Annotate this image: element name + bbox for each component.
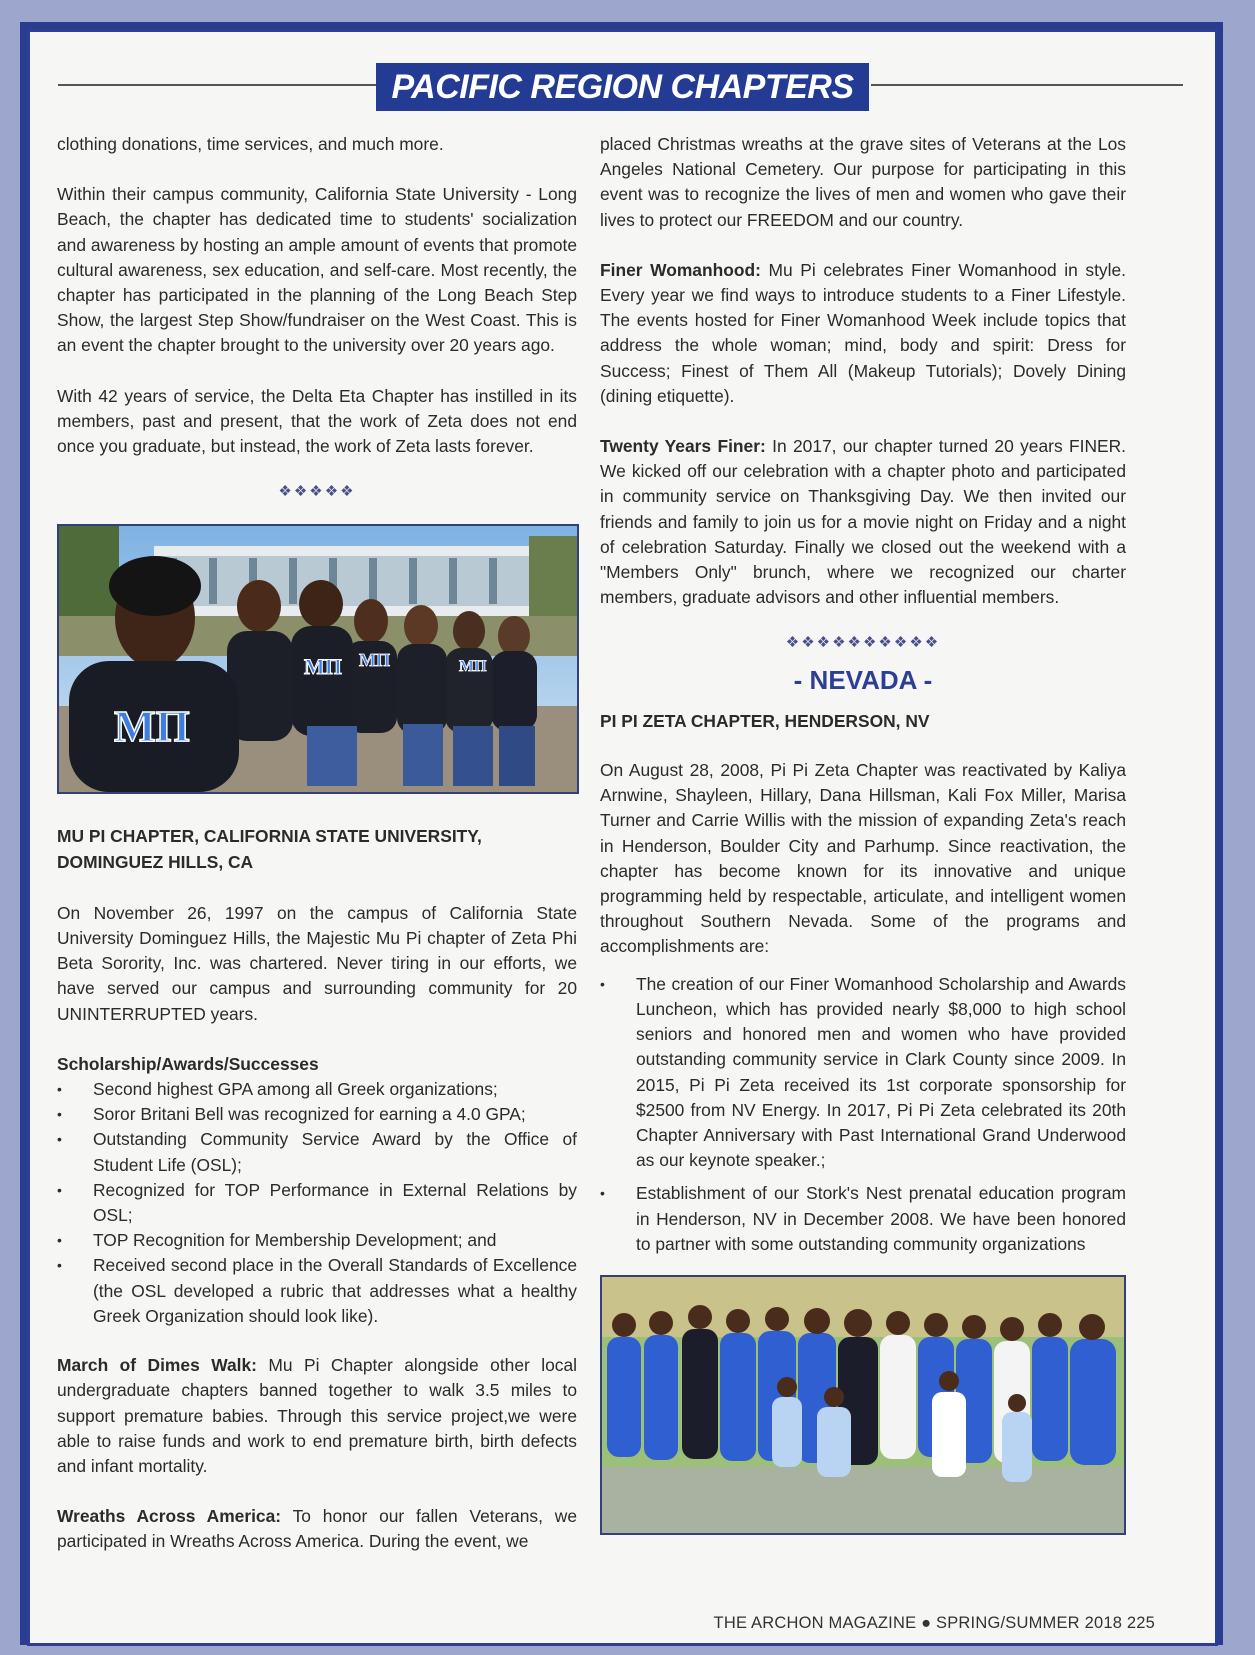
list-item: • Second highest GPA among all Greek organizations;: [57, 1077, 577, 1102]
mu-pi-group-photo: [57, 524, 579, 794]
page-footer: THE ARCHON MAGAZINE ● SPRING/SUMMER 2018 225: [713, 1614, 1155, 1632]
march-of-dimes-paragraph: March of Dimes Walk: Mu Pi Chapter alongside other local undergraduate chapters banned together to walk 3.5 miles to support premature babies. Through this service project,we were able to raise funds and work to end premature birth, birth defects and infant mortality.: [57, 1355, 578, 1476]
right-column: [600, 132, 1126, 1535]
list-item: • Outstanding Community Service Award by the Office of Student Life (OSL);: [57, 1127, 577, 1177]
left-column: [57, 132, 577, 1555]
header-rule-left: [58, 84, 403, 86]
list-item: • Received second place in the Overall Standards of Excellence (the OSL developed a rubric that addresses what a healthy Greek Organization should look like).: [57, 1253, 577, 1329]
header-rule-right: [871, 84, 1183, 86]
pi-pi-zeta-intro-paragraph: On August 28, 2008, Pi Pi Zeta Chapter was reactivated by Kaliya Arnwine, Shayleen, Hillary, Dana Hillsman, Kali Fox Miller, Marisa Turner and Carrie Willis with the mission of expanding Zeta's reach in Henderson, Boulder City and Parhump. Since reactivation, the chapter has become known for its innovative and unique programming held by respectable, articulate, and intelligent women throughout Southern Nevada. Some of the programs and accomplishments are:: [600, 760, 1126, 957]
right-paragraph-1: placed Christmas wreaths at the grave sites of Veterans at the Los Angeles National Cemetery. Our purpose for participating in this event was to recognize the lives of men and women who gave their lives to protect our FREEDOM and our country.: [600, 134, 1126, 230]
twenty-years-paragraph: Twenty Years Finer: In 2017, our chapter turned 20 years FINER. We kicked off our celebration with a chapter photo and participated in community service on Thanksgiving Day. We then invited our friends and family to join us for a movie night on Friday and a night of celebration Saturday. Finally we closed out the weekend with a "Members Only" brunch, where we recognized our charter members, graduate advisors and other influential members.: [600, 436, 1127, 608]
pi-pi-zeta-chapter-heading: PI PI ZETA CHAPTER, HENDERSON, NV: [600, 710, 930, 731]
left-paragraph-3: With 42 years of service, the Delta Eta Chapter has instilled in its members, past and present, that the work of Zeta does not end once you graduate, but instead, the work of Zeta lasts forever.: [57, 385, 577, 457]
photo-sweatshirt-letters: ΜΠ: [114, 702, 190, 752]
list-item: • Establishment of our Stork's Nest prenatal education program in Henderson, NV in December 2008. We have been honored to partner with some outstanding community organizations: [600, 1181, 1126, 1257]
mu-pi-chapter-heading: MU PI CHAPTER, CALIFORNIA STATE UNIVERSITY, DOMINGUEZ HILLS, CA: [57, 826, 482, 872]
wreaths-paragraph: Wreaths Across America: To honor our fallen Veterans, we participated in Wreaths Across America. During the event, we: [57, 1506, 577, 1552]
page-title: PACIFIC REGION CHAPTERS: [391, 67, 854, 106]
left-paragraph-1: clothing donations, time services, and much more.: [57, 134, 444, 154]
programs-list: [600, 972, 1126, 1257]
list-item: • Recognized for TOP Performance in External Relations by OSL;: [57, 1178, 577, 1228]
ornament-divider: ❖❖❖❖❖: [278, 483, 356, 501]
list-item: • TOP Recognition for Membership Development; and: [57, 1228, 577, 1253]
ornament-divider: ❖❖❖❖❖❖❖❖❖❖: [785, 634, 941, 652]
pi-pi-zeta-group-photo: [600, 1275, 1126, 1535]
left-paragraph-2: Within their campus community, California State University - Long Beach, the chapter has dedicated time to students' socialization and awareness by hosting an ample amount of events that promote cultural awareness, sex education, and self-care. Most recently, the chapter has participated in the planning of the Long Beach Step Show, the largest Step Show/fundraiser on the West Coast. This is an event the chapter brought to the university over 20 years ago.: [57, 184, 577, 356]
mu-pi-intro-paragraph: On November 26, 1997 on the campus of California State University Dominguez Hills, the Majestic Mu Pi chapter of Zeta Phi Beta Sorority, Inc. was chartered. Never tiring in our efforts, we have served our campus and surrounding community for 20 UNINTERRUPTED years.: [57, 902, 577, 1024]
awards-heading: Scholarship/Awards/Successes: [57, 1053, 319, 1074]
finer-womanhood-paragraph: Finer Womanhood: Mu Pi celebrates Finer Womanhood in style. Every year we find ways to introduce students to a Finer Lifestyle. The events hosted for Finer Womanhood Week include topics that address the whole woman; mind, body and spirit: Dress for Success; Finest of Them All (Makeup Tutorials); Dovely Dining (dining etiquette).: [600, 259, 1126, 406]
svg-text:ΜΠ: ΜΠ: [359, 650, 390, 671]
page-header-banner: [376, 63, 869, 111]
nevada-section-title: - NEVADA -: [793, 664, 933, 695]
awards-list: [57, 1077, 577, 1329]
list-item: • Soror Britani Bell was recognized for earning a 4.0 GPA;: [57, 1102, 577, 1127]
svg-text:ΜΠ: ΜΠ: [304, 654, 342, 680]
magazine-page: [27, 29, 1218, 1646]
svg-text:ΜΠ: ΜΠ: [459, 658, 487, 676]
list-item: • The creation of our Finer Womanhood Scholarship and Awards Luncheon, which has provided nearly $8,000 to high school seniors and honored men and women who have provided outstanding community service in Clark County since 2009. In 2015, Pi Pi Zeta received its 1st corporate sponsorship for $2500 from NV Energy. In 2017, Pi Pi Zeta celebrated its 20th Chapter Anniversary with Past International Grand Underwood as our keynote speaker.;: [600, 972, 1126, 1174]
